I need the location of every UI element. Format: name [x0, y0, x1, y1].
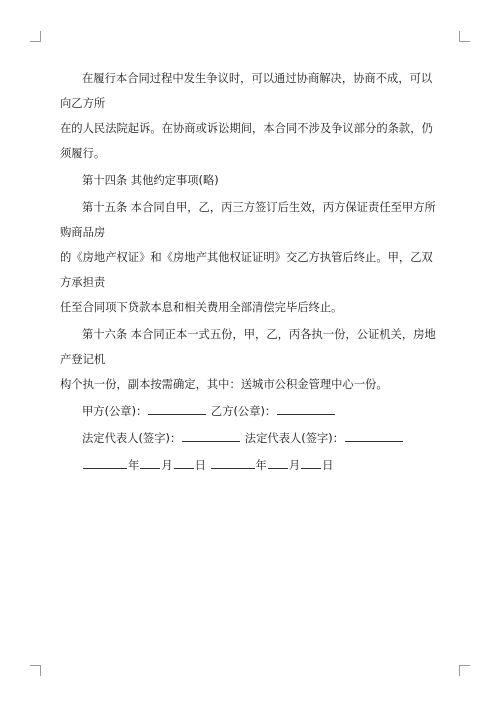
crop-mark-top-right — [459, 31, 470, 42]
crop-mark-top-left — [30, 31, 41, 42]
day-a-label: 日 — [194, 459, 206, 472]
text-line: 第十六条 本合同正本一式五份，甲，乙，丙各执一份，公证机关，房地产登记机 — [60, 328, 436, 366]
year-b-blank[interactable] — [211, 456, 255, 469]
day-b-label: 日 — [322, 459, 334, 472]
month-b-label: 月 — [288, 459, 301, 472]
crop-mark-bottom-left — [30, 665, 41, 676]
crop-mark-bottom-right — [459, 665, 470, 676]
text-line: 任至合同项下贷款本息和相关费用全部清偿完毕后终止。 — [60, 301, 343, 314]
signature-seal-line — [60, 399, 442, 424]
paragraph-article-14 — [60, 168, 442, 193]
paragraph-article-16 — [60, 322, 442, 397]
text-line: 在履行本合同过程中发生争议时，可以通过协商解决，协商不成，可以向乙方所 — [60, 72, 433, 110]
text-line: 构个执一份，副本按需确定，其中：送城市公积金管理中心一份。 — [60, 378, 388, 391]
text-line: 第十四条 其他约定事项(略) — [82, 174, 219, 187]
year-a-label: 年 — [128, 459, 140, 472]
rep-b-blank[interactable] — [345, 429, 403, 442]
party-a-seal-blank[interactable] — [148, 402, 206, 415]
party-a-seal-label: 甲方(公章)： — [82, 405, 148, 418]
year-a-blank[interactable] — [83, 456, 127, 469]
rep-a-blank[interactable] — [182, 429, 240, 442]
party-b-seal-label: 乙方(公章)： — [210, 405, 277, 418]
day-a-blank[interactable] — [174, 456, 194, 469]
party-b-seal-blank[interactable] — [277, 402, 335, 415]
rep-b-label: 法定代表人(签字)： — [244, 432, 344, 445]
year-b-label: 年 — [255, 459, 267, 472]
month-b-blank[interactable] — [268, 456, 288, 469]
paragraph-article-15 — [60, 195, 442, 320]
document-body — [60, 66, 442, 480]
signature-rep-line — [60, 426, 442, 451]
text-line: 的《房地产权证》和《房地产其他权证证明》交乙方执管后终止。甲，乙双方承担责 — [60, 251, 433, 289]
rep-a-label: 法定代表人(签字)： — [82, 432, 182, 445]
month-a-label: 月 — [161, 459, 173, 472]
paragraph-dispute — [60, 66, 442, 166]
day-b-blank[interactable] — [301, 456, 321, 469]
text-line: 第十五条 本合同自甲，乙，丙三方签订后生效，丙方保证责任至甲方所购商品房 — [60, 201, 436, 239]
month-a-blank[interactable] — [140, 456, 160, 469]
signature-date-line — [60, 453, 442, 478]
text-line: 在的人民法院起诉。在协商或诉讼期间，本合同不涉及争议部分的条款，仍须履行。 — [60, 122, 433, 160]
